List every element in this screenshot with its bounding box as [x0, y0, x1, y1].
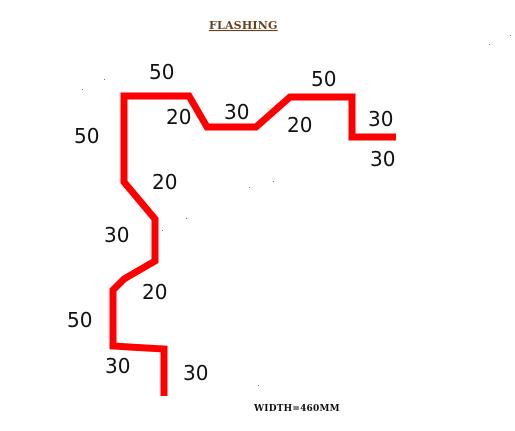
speck	[82, 89, 83, 90]
speck	[273, 181, 274, 182]
dimension-label-vertical-mid: 30	[104, 223, 130, 247]
dimension-label-top-right-fold: 50	[311, 67, 337, 91]
dimension-label-notch-bottom: 30	[224, 100, 250, 124]
speck	[249, 187, 250, 188]
dimension-label-bottom-foot: 30	[105, 354, 131, 378]
speck	[162, 230, 163, 231]
drawing-title: FLASHING	[209, 19, 278, 32]
width-note: WIDTH=460MM	[254, 404, 340, 414]
dimension-label-left-lower: 50	[67, 308, 93, 332]
dimension-label-notch-left-drop: 20	[166, 105, 192, 129]
speck	[258, 385, 259, 386]
dimension-label-notch-right-rise: 20	[287, 113, 313, 137]
flashing-profile-line	[113, 96, 396, 396]
dimension-label-diag-lower: 20	[142, 280, 168, 304]
dimension-label-diag-upper: 20	[152, 170, 178, 194]
dimension-label-bottom-tail: 30	[183, 361, 209, 385]
speck	[489, 44, 490, 45]
speck	[510, 35, 511, 36]
dimension-label-left-upper: 50	[74, 124, 100, 148]
speck	[104, 79, 105, 80]
dimension-label-right-return: 30	[370, 147, 396, 171]
dimension-label-top-left: 50	[149, 60, 175, 84]
dimension-label-right-drop: 30	[368, 107, 394, 131]
speck	[186, 218, 187, 219]
